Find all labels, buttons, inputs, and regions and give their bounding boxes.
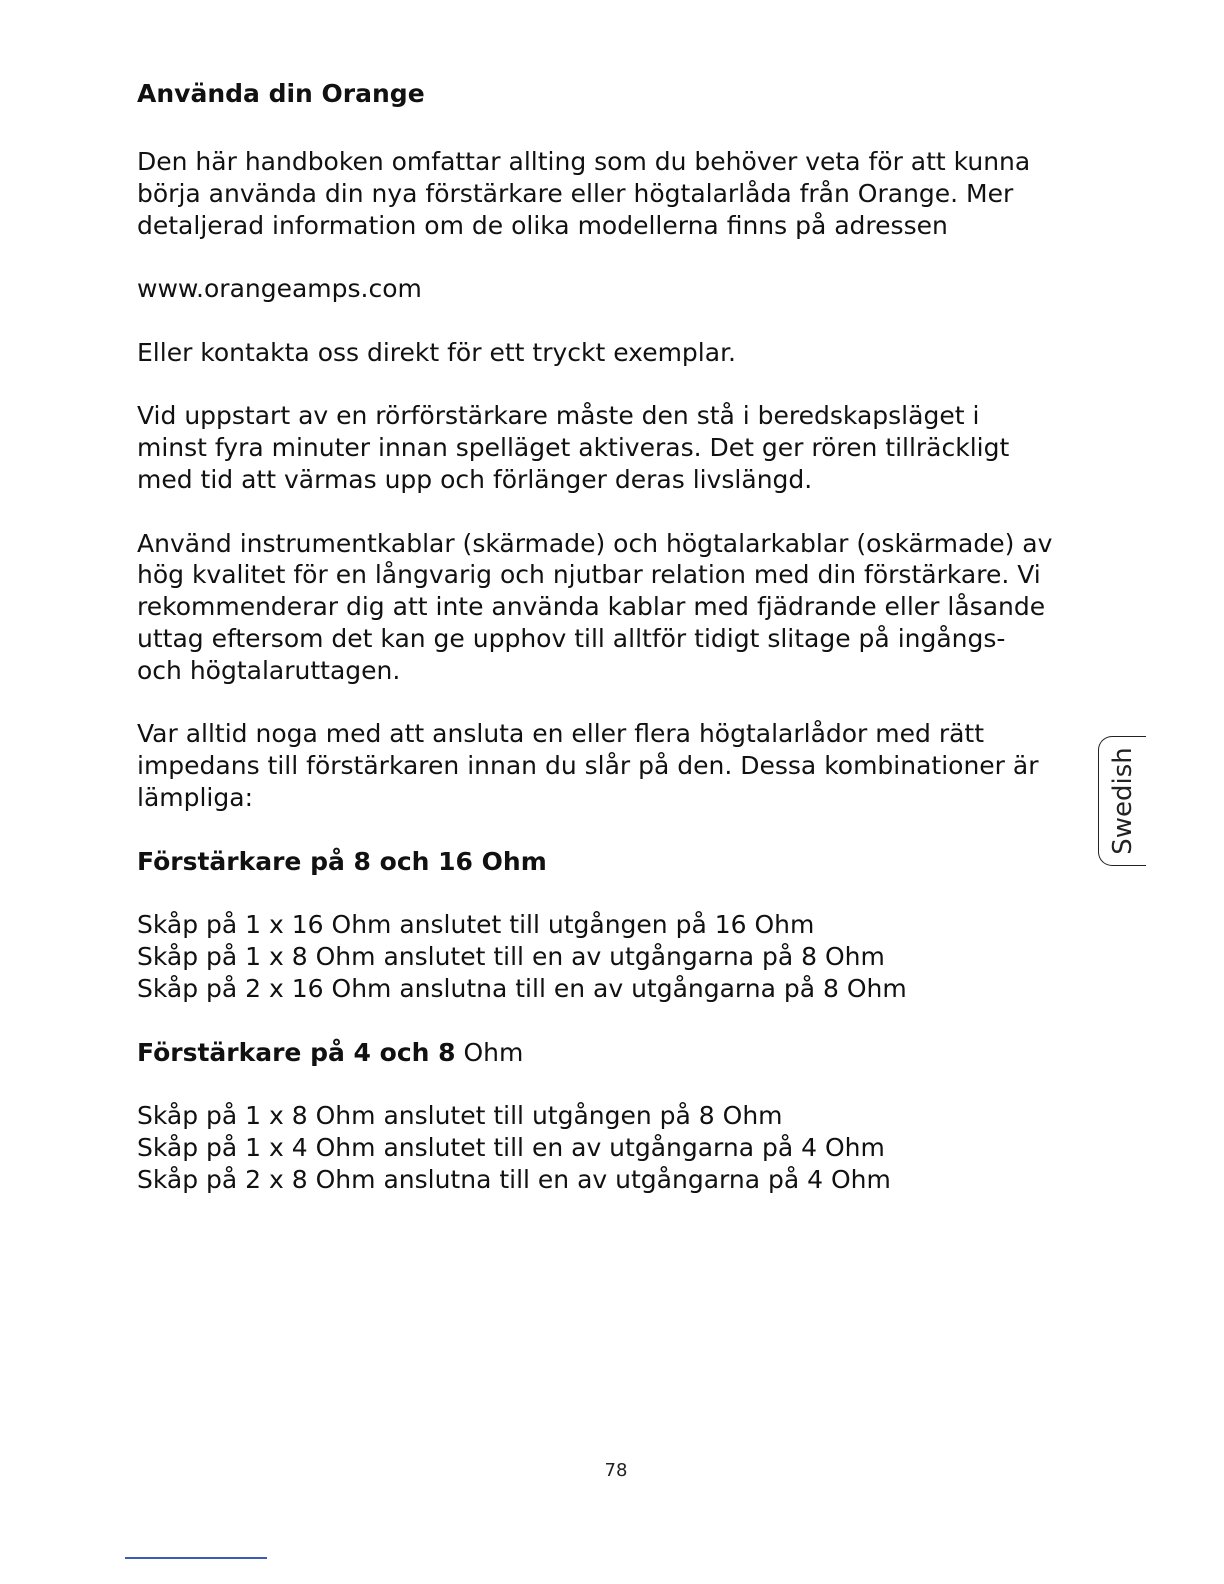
cables-paragraph: Använd instrumentkablar (skärmade) och högtalarkablar (oskärmade) av hög kvalitet för en långvarig och njutbar relation med din förstärkare. Vi rekommenderar dig att inte använda kablar med fjädrande eller låsande uttag eftersom det kan ge upphov till alltför tidigt slitage på ingångs- och högtalaruttagen. — [137, 528, 1053, 685]
page-number: 78 — [604, 1460, 628, 1481]
page-content — [137, 74, 1057, 1228]
combination-line: Skåp på 1 x 4 Ohm anslutet till en av utgångarna på 4 Ohm — [137, 1133, 885, 1163]
combination-list-8-16 — [137, 909, 1057, 1004]
language-tab — [1098, 736, 1146, 866]
standby-paragraph: Vid uppstart av en rörförstärkare måste den stå i beredskapsläget i minst fyra minuter innan spelläget aktiveras. Det ger rören tillräckligt med tid att värmas upp och förlänger deras livslängd. — [137, 401, 1010, 494]
combination-line: Skåp på 1 x 8 Ohm anslutet till utgången på 8 Ohm — [137, 1101, 783, 1131]
combination-line: Skåp på 2 x 8 Ohm anslutna till en av utgångarna på 4 Ohm — [137, 1164, 891, 1194]
combination-line: Skåp på 1 x 8 Ohm anslutet till en av utgångarna på 8 Ohm — [137, 942, 885, 972]
section-heading-normal-part: Ohm — [455, 1037, 524, 1067]
section-heading-bold-part: Förstärkare på 4 och 8 — [137, 1037, 456, 1067]
contact-paragraph: Eller kontakta oss direkt för ett tryckt exemplar. — [137, 337, 736, 367]
impedance-paragraph: Var alltid noga med att ansluta en eller flera högtalarlådor med rätt impedans till förstärkaren innan du slår på den. Dessa kombinationer är lämpliga: — [137, 719, 1039, 812]
language-tab-label: Swedish — [1107, 747, 1138, 855]
combination-line: Skåp på 1 x 16 Ohm anslutet till utgången på 16 Ohm — [137, 910, 815, 940]
website-url: www.orangeamps.com — [137, 274, 422, 304]
combination-line: Skåp på 2 x 16 Ohm anslutna till en av utgångarna på 8 Ohm — [137, 973, 907, 1003]
footer-rule — [125, 1557, 267, 1559]
section-heading-8-16-ohm: Förstärkare på 8 och 16 Ohm — [137, 846, 547, 876]
combination-list-4-8 — [137, 1100, 1057, 1195]
section-heading-4-8-ohm — [137, 1037, 1057, 1069]
page-title: Använda din Orange — [137, 79, 425, 108]
intro-paragraph: Den här handboken omfattar allting som du behöver veta för att kunna börja använda din nya förstärkare eller högtalarlåda från Orange. Mer detaljerad information om de olika modellerna finns på adressen — [137, 147, 1031, 240]
